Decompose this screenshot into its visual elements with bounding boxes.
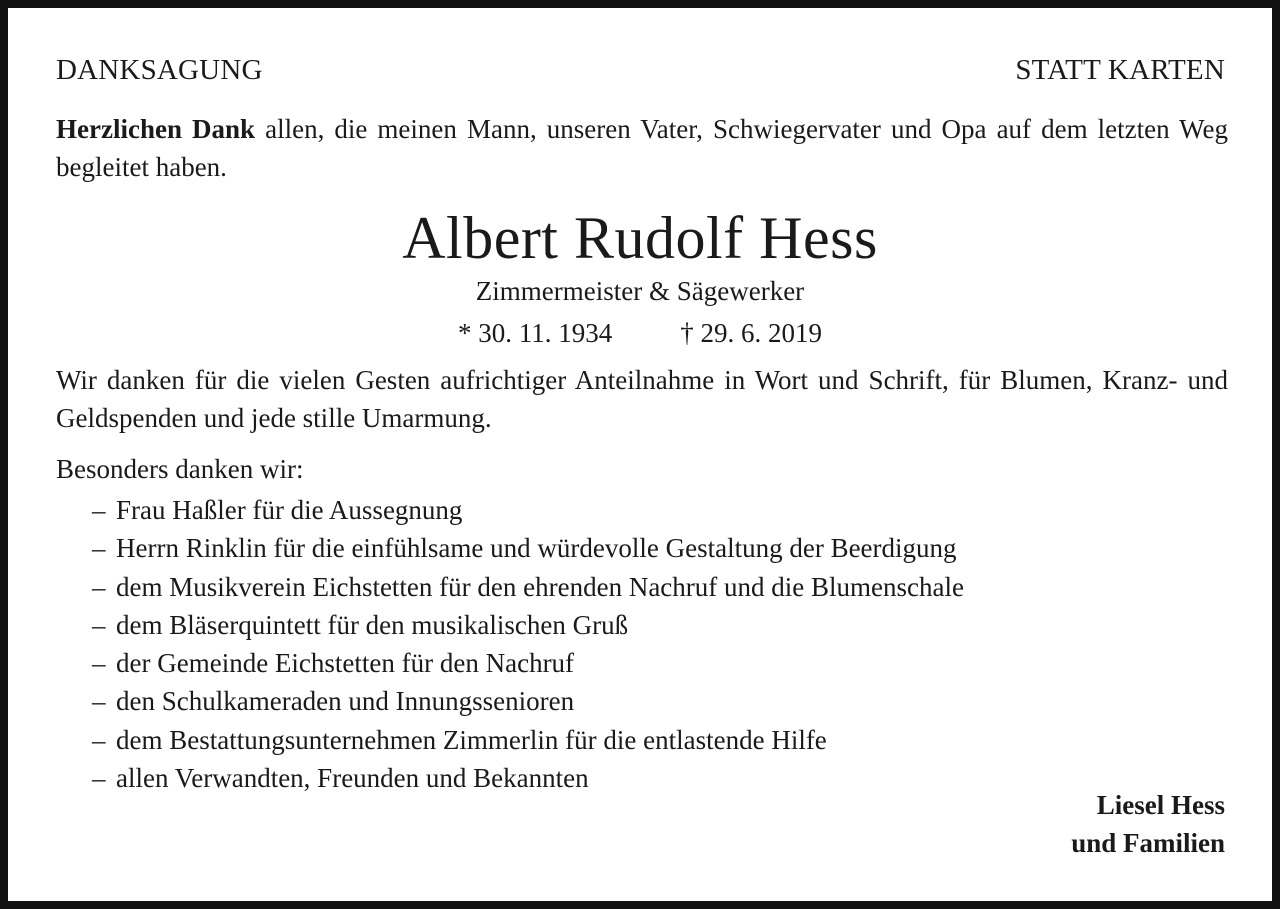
deceased-name: Albert Rudolf Hess: [402, 205, 878, 271]
list-item-text: Frau Haßler für die Aussegnung: [116, 495, 463, 525]
list-item: [92, 759, 964, 797]
intro-bold: Herzlichen Dank: [56, 114, 256, 144]
life-dates: [0, 314, 1280, 352]
dash-mark: –: [92, 686, 106, 717]
list-item: [92, 644, 964, 682]
list-item-text: dem Bestattungsunternehmen Zimmerlin für die entlastende Hilfe: [116, 724, 827, 755]
dash-mark: –: [92, 533, 106, 564]
list-item: [92, 529, 964, 567]
special-thanks-heading: Besonders danken wir:: [56, 454, 304, 484]
death-date: † 29. 6. 2019: [680, 318, 822, 348]
special-thanks-list: [92, 491, 964, 797]
dash-mark: –: [92, 609, 106, 640]
thanks-paragraph: Wir danken für die vielen Gesten aufrichtiger Anteilnahme in Wort und Schrift, für Blumen, Kranz- und Geldspenden und jede stille Umarmung.: [56, 365, 1228, 433]
signature-name: Liesel Hess: [1096, 790, 1225, 820]
dash-mark: –: [92, 495, 106, 525]
intro-paragraph: [56, 110, 1228, 186]
heading-danksagung: DANKSAGUNG: [56, 54, 263, 86]
list-item: [92, 491, 964, 529]
list-item: [92, 606, 964, 644]
dash-mark: –: [92, 648, 106, 679]
list-item-text: der Gemeinde Eichstetten für den Nachruf: [116, 648, 575, 679]
deceased-profession: Zimmermeister & Sägewerker: [475, 276, 805, 306]
list-item: [92, 568, 964, 606]
list-item-text: dem Bläserquintett für den musikalischen Gruß: [116, 609, 629, 640]
heading-statt-karten: STATT KARTEN: [1015, 54, 1225, 86]
list-item-text: Herrn Rinklin für die einfühlsame und würdevolle Gestaltung der Beerdigung: [116, 533, 957, 564]
list-item-text: allen Verwandten, Freunden und Bekannten: [116, 763, 589, 794]
list-item: [92, 721, 964, 759]
list-item-text: dem Musikverein Eichstetten für den ehrenden Nachruf und die Blumenschale: [116, 571, 964, 602]
dash-mark: –: [92, 571, 106, 602]
dash-mark: –: [92, 724, 106, 755]
signature-family: und Familien: [1071, 828, 1225, 858]
intro-text: allen, die meinen Mann, unseren Vater, Schwiegervater und Opa auf dem letzten Weg begleitet haben.: [56, 114, 1228, 182]
birth-date: * 30. 11. 1934: [458, 318, 613, 348]
list-item: [92, 682, 964, 720]
list-item-text: den Schulkameraden und Innungssenioren: [116, 686, 575, 717]
dash-mark: –: [92, 763, 106, 794]
